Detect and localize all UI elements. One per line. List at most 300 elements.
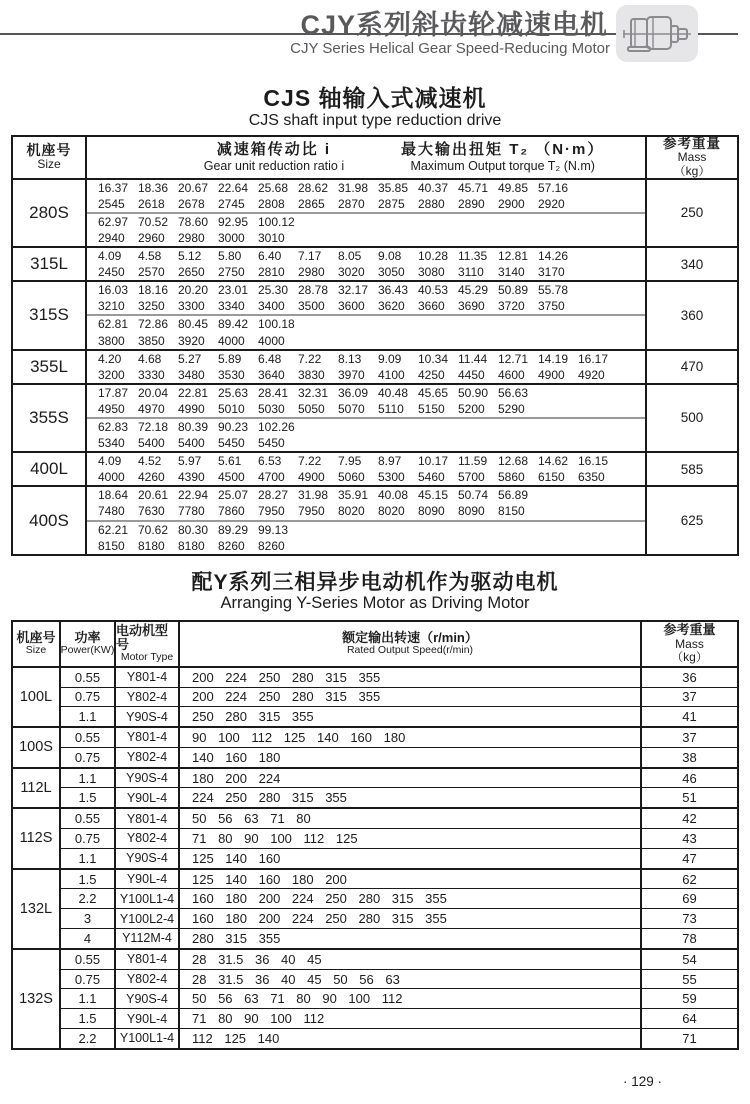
ratio: [87, 351, 645, 367]
motor-type: Y100L1-4: [116, 1029, 180, 1048]
power-value: 2.2: [61, 1029, 116, 1048]
mass-value: 64: [682, 1011, 697, 1027]
ratio-value: 5.27: [178, 351, 202, 366]
size-label: 112L: [13, 769, 61, 808]
torque-value: 8020: [338, 504, 365, 519]
ratio-value: 5.97: [178, 454, 202, 469]
ratio: [87, 282, 645, 298]
torque-value: 5700: [458, 470, 485, 485]
size-label: 315S: [13, 282, 87, 348]
table-row: [61, 706, 737, 726]
page-header: [0, 0, 750, 70]
torque-value: 2920: [538, 196, 565, 211]
motor-type: Y100L2-4: [116, 909, 180, 928]
ratio-torque-pair: [87, 351, 645, 383]
torque-value: 2650: [178, 265, 205, 280]
speed-list: 125 140 160: [180, 849, 642, 868]
header-ratio: 减速箱传动比 i Gear unit reduction ratio i: [203, 140, 345, 173]
ratio-value: 9.09: [378, 351, 402, 366]
ratio-value: 4.58: [138, 249, 162, 264]
torque-value: 8260: [258, 538, 285, 553]
mass-value: 62: [682, 871, 697, 887]
ratio-value: 11.44: [458, 351, 488, 366]
ratio-value: 89.42: [218, 317, 249, 332]
torque-value: 2810: [258, 265, 285, 280]
ratio-value: 10.17: [418, 454, 449, 469]
torque-value: 4390: [178, 470, 205, 485]
torque-value: 3020: [338, 265, 365, 280]
mass-value: 38: [682, 749, 697, 765]
size-group-row: [13, 246, 737, 280]
ratio-value: 50.90: [458, 385, 489, 400]
ratio-value: 22.64: [218, 180, 249, 195]
ratio-value: 8.13: [338, 351, 362, 366]
ratio-value: 62.81: [98, 317, 129, 332]
mass-value: 470: [645, 351, 737, 383]
torque-value: 3340: [218, 299, 245, 314]
torque-value: 3830: [298, 367, 325, 382]
torque-value: 4500: [218, 470, 245, 485]
motor-type: Y90S-4: [116, 849, 180, 868]
mass-value: 47: [682, 850, 697, 866]
ratio-torque-cell: [87, 248, 645, 280]
ratio: [87, 248, 645, 264]
speed-list: 28 31.5 36 40 45 50 56 63: [180, 970, 642, 989]
power-value: 1.5: [61, 1009, 116, 1028]
gear-motor-icon: [622, 10, 692, 58]
header-torque: 最大输出扭矩 T₂ （N·m） Maximum Output torque T₂ (N.m): [401, 140, 605, 173]
mass-value: 625: [645, 487, 737, 553]
torque-value: 2980: [298, 265, 325, 280]
torque: [87, 435, 645, 451]
ratio-value: 32.31: [298, 385, 329, 400]
ratio-value: 7.95: [338, 454, 362, 469]
ratio-value: 36.09: [338, 385, 369, 400]
page-title-en: CJY Series Helical Gear Speed-Reducing Motor: [290, 40, 610, 57]
header-size: 机座号 Size: [13, 622, 61, 666]
ratio-value: 17.87: [98, 385, 129, 400]
motor-type: Y90S-4: [116, 989, 180, 1008]
torque-value: 5010: [218, 401, 245, 416]
ratio-value: 72.18: [138, 420, 169, 435]
power-value: 1.5: [61, 870, 116, 889]
group-rows: [61, 769, 737, 808]
ratio-value: 4.52: [138, 454, 162, 469]
ratio-value: 5.12: [178, 249, 202, 264]
torque: [87, 401, 645, 417]
torque-value: 2678: [178, 196, 205, 211]
ratio-value: 80.45: [178, 317, 209, 332]
torque-value: 3600: [338, 299, 365, 314]
torque-value: 5050: [298, 401, 325, 416]
motor-type: Y802-4: [116, 748, 180, 767]
header-speed: 额定输出转速（r/min） Rated Output Speed(r/min): [180, 622, 642, 666]
mass-value: 37: [682, 729, 697, 745]
table-row: [61, 888, 737, 908]
torque-value: 8150: [498, 504, 525, 519]
torque-value: 5860: [498, 470, 525, 485]
torque-value: 4950: [98, 401, 125, 416]
ratio-value: 40.37: [418, 180, 449, 195]
table-row: [61, 928, 737, 948]
mass-value: 78: [682, 930, 697, 946]
size-group-row: [13, 668, 737, 726]
torque-value: 4600: [498, 367, 525, 382]
ratio-value: 16.17: [578, 351, 609, 366]
ratio-value: 70.62: [138, 522, 169, 537]
size-label: 100S: [13, 728, 61, 767]
table-row: [61, 870, 737, 889]
ratio-value: 80.39: [178, 420, 209, 435]
motor-type: Y801-4: [116, 728, 180, 747]
torque-value: 7950: [258, 504, 285, 519]
torque-value: 5340: [98, 436, 125, 451]
ratio-value: 49.85: [498, 180, 529, 195]
speed-list: 50 56 63 71 80: [180, 809, 642, 828]
section2-title: [0, 571, 750, 613]
torque-value: 3480: [178, 367, 205, 382]
power-value: 0.55: [61, 809, 116, 828]
ratio-value: 62.97: [98, 214, 129, 229]
ratio-value: 25.07: [218, 488, 249, 503]
ratio-value: 28.62: [298, 180, 329, 195]
ratio-value: 28.41: [258, 385, 289, 400]
torque-value: 8150: [98, 538, 125, 553]
motor-type: Y801-4: [116, 668, 180, 687]
ratio-torque-pair: [87, 522, 645, 554]
torque-value: 2890: [458, 196, 485, 211]
header-power: 功率 Power(KW): [61, 622, 116, 666]
size-group-row: [13, 349, 737, 383]
size-group-row: [13, 485, 737, 553]
table-row: [61, 828, 737, 848]
mass-value: 36: [682, 669, 697, 685]
motor-type: Y100L1-4: [116, 889, 180, 908]
ratio-value: 40.48: [378, 385, 409, 400]
torque-value: 4920: [578, 367, 605, 382]
ratio-value: 23.01: [218, 283, 249, 298]
header-mass: 参考重量 Mass （kg）: [663, 622, 716, 664]
torque-value: 3640: [258, 367, 285, 382]
ratio-value: 31.98: [298, 488, 329, 503]
ratio-value: 5.80: [218, 249, 242, 264]
speed-list: 200 224 250 280 315 355: [180, 688, 642, 707]
table-row: [61, 1028, 737, 1048]
ratio-value: 99.13: [258, 522, 289, 537]
ratio-value: 18.64: [98, 488, 129, 503]
torque-value: 2960: [138, 230, 165, 245]
ratio-value: 40.08: [378, 488, 409, 503]
ratio-value: 5.61: [218, 454, 242, 469]
ratio: [87, 453, 645, 469]
reduction-table-body: [13, 180, 737, 554]
torque-value: 2880: [418, 196, 445, 211]
torque-value: 2875: [378, 196, 405, 211]
table-row: [61, 848, 737, 868]
ratio-value: 45.71: [458, 180, 489, 195]
torque-value: 2450: [98, 265, 125, 280]
torque-value: 7630: [138, 504, 165, 519]
ratio-value: 100.12: [258, 214, 295, 229]
ratio-value: 16.15: [578, 454, 609, 469]
mass-value: 42: [682, 811, 697, 827]
mass-value: 71: [682, 1030, 697, 1046]
table-row: [61, 969, 737, 989]
table-row: [61, 1008, 737, 1028]
table-row: [61, 908, 737, 928]
torque-value: 3110: [458, 265, 484, 280]
size-group-row: [13, 383, 737, 451]
torque-value: 3300: [178, 299, 205, 314]
power-value: 0.55: [61, 950, 116, 969]
torque-value: 7780: [178, 504, 205, 519]
speed-list: 140 160 180: [180, 748, 642, 767]
ratio-torque-pair: [87, 316, 645, 348]
torque-value: 3850: [138, 333, 165, 348]
torque: [87, 264, 645, 280]
ratio-torque-pair: [87, 385, 645, 417]
torque-value: 5290: [498, 401, 525, 416]
ratio: [87, 487, 645, 503]
ratio-value: 8.05: [338, 249, 362, 264]
size-label: 112S: [13, 809, 61, 867]
torque-value: 5460: [418, 470, 445, 485]
reduction-drive-table: [11, 135, 739, 556]
torque-value: 8090: [458, 504, 485, 519]
table-row: [61, 787, 737, 807]
power-value: 0.55: [61, 668, 116, 687]
power-value: 4: [61, 929, 116, 948]
ratio: [87, 316, 645, 332]
size-group-row: [13, 280, 737, 348]
torque-value: 3690: [458, 299, 485, 314]
torque-value: 4260: [138, 470, 165, 485]
ratio-value: 22.94: [178, 488, 209, 503]
ratio: [87, 419, 645, 435]
ratio-value: 16.03: [98, 283, 129, 298]
header-motor-type: 电动机型号 Motor Type: [116, 622, 180, 666]
table-row: [61, 747, 737, 767]
torque-value: 4000: [218, 333, 245, 348]
ratio-value: 22.81: [178, 385, 209, 400]
motor-type: Y90S-4: [116, 769, 180, 788]
ratio-value: 57.16: [538, 180, 569, 195]
ratio-value: 4.09: [98, 249, 122, 264]
ratio: [87, 180, 645, 196]
mass-value: 360: [645, 282, 737, 348]
speed-list: 90 100 112 125 140 160 180: [180, 728, 642, 747]
torque-value: 3400: [258, 299, 285, 314]
torque-value: 4990: [178, 401, 205, 416]
torque-value: 5300: [378, 470, 405, 485]
ratio-value: 45.29: [458, 283, 489, 298]
torque-value: 4970: [138, 401, 165, 416]
ratio-torque-pair: [87, 248, 645, 280]
table-row: [61, 769, 737, 788]
torque-value: 3210: [98, 299, 125, 314]
header-mass: 参考重量 Mass （kg）: [645, 137, 737, 178]
torque-value: 3140: [498, 265, 525, 280]
ratio-value: 45.15: [418, 488, 449, 503]
ratio-value: 18.16: [138, 283, 169, 298]
motor-icon-box: [616, 5, 698, 62]
torque-value: 4000: [258, 333, 285, 348]
ratio-value: 11.35: [458, 249, 488, 264]
ratio-value: 92.95: [218, 214, 249, 229]
ratio: [87, 214, 645, 230]
ratio-value: 9.08: [378, 249, 402, 264]
speed-list: 28 31.5 36 40 45: [180, 950, 642, 969]
mass-value: 59: [682, 991, 697, 1007]
size-group-row: [13, 948, 737, 1048]
torque-value: 2870: [338, 196, 365, 211]
table-row: [61, 728, 737, 747]
torque-value: 2570: [138, 265, 165, 280]
ratio-torque-cell: [87, 487, 645, 553]
torque-value: 4700: [258, 470, 285, 485]
ratio-value: 90.23: [218, 420, 249, 435]
ratio-torque-pair: [87, 282, 645, 314]
mass-value: 55: [682, 971, 697, 987]
ratio-value: 31.98: [338, 180, 369, 195]
ratio-value: 55.78: [538, 283, 569, 298]
power-value: 1.1: [61, 707, 116, 726]
ratio-value: 7.17: [298, 249, 322, 264]
mass-value: 43: [682, 830, 697, 846]
ratio-value: 6.40: [258, 249, 282, 264]
ratio-value: 62.21: [98, 522, 129, 537]
mass-value: 46: [682, 770, 697, 786]
torque: [87, 538, 645, 554]
reduction-table-header: [13, 137, 737, 180]
group-rows: [61, 870, 737, 948]
motor-table-body: [13, 668, 737, 1048]
ratio-value: 25.30: [258, 283, 289, 298]
torque-value: 4900: [538, 367, 565, 382]
ratio-value: 28.78: [298, 283, 329, 298]
torque-value: 4000: [98, 470, 125, 485]
size-label: 355L: [13, 351, 87, 383]
size-label: 280S: [13, 180, 87, 246]
ratio-value: 62.83: [98, 420, 129, 435]
table-row: [61, 668, 737, 687]
ratio-torque-cell: [87, 351, 645, 383]
torque-value: 3330: [138, 367, 165, 382]
speed-list: 50 56 63 71 80 90 100 112: [180, 989, 642, 1008]
torque-value: 3050: [378, 265, 405, 280]
ratio: [87, 385, 645, 401]
power-value: 1.1: [61, 769, 116, 788]
speed-list: 160 180 200 224 250 280 315 355: [180, 889, 642, 908]
torque-value: 3720: [498, 299, 525, 314]
ratio-value: 45.65: [418, 385, 449, 400]
motor-type: Y802-4: [116, 688, 180, 707]
group-rows: [61, 668, 737, 726]
table-row: [61, 950, 737, 969]
torque-value: 5200: [458, 401, 485, 416]
torque-value: 2745: [218, 196, 245, 211]
torque-value: 5450: [258, 436, 285, 451]
torque-value: 3010: [258, 230, 285, 245]
torque-value: 2808: [258, 196, 285, 211]
ratio-value: 35.91: [338, 488, 369, 503]
section2-title-zh: 配Y系列三相异步电动机作为驱动电机: [191, 570, 559, 594]
ratio-torque-pair: [87, 487, 645, 519]
group-rows: [61, 809, 737, 867]
ratio-torque-pair: [87, 214, 645, 246]
torque-value: 3250: [138, 299, 165, 314]
motor-type: Y90L-4: [116, 1009, 180, 1028]
ratio-value: 4.09: [98, 454, 122, 469]
motor-type: Y801-4: [116, 950, 180, 969]
torque-value: 2545: [98, 196, 125, 211]
torque-value: 3000: [218, 230, 245, 245]
power-value: 0.75: [61, 829, 116, 848]
ratio-value: 56.63: [498, 385, 529, 400]
motor-type: Y112M-4: [116, 929, 180, 948]
page-title-zh: CJY系列斜齿轮减速电机: [300, 10, 608, 40]
mass-value: 54: [682, 951, 697, 967]
ratio-value: 20.61: [138, 488, 169, 503]
table-row: [61, 988, 737, 1008]
table-row: [61, 809, 737, 828]
ratio-value: 80.30: [178, 522, 209, 537]
torque-value: 3620: [378, 299, 405, 314]
power-value: 3: [61, 909, 116, 928]
section1-title: [0, 86, 750, 130]
motor-type: Y90L-4: [116, 870, 180, 889]
torque-value: 7480: [98, 504, 125, 519]
section2-title-en: Arranging Y-Series Motor as Driving Motor: [220, 594, 530, 613]
ratio-value: 36.43: [378, 283, 409, 298]
torque-value: 2940: [98, 230, 125, 245]
ratio-value: 20.67: [178, 180, 209, 195]
torque: [87, 469, 645, 485]
torque-value: 3200: [98, 367, 125, 382]
size-group-row: [13, 868, 737, 948]
size-label: 355S: [13, 385, 87, 451]
ratio-value: 12.68: [498, 454, 529, 469]
torque-value: 8020: [378, 504, 405, 519]
ratio-value: 50.89: [498, 283, 529, 298]
ratio-value: 7.22: [298, 454, 322, 469]
ratio-value: 20.04: [138, 385, 169, 400]
power-value: 0.55: [61, 728, 116, 747]
torque-value: 5060: [338, 470, 365, 485]
torque-value: 8180: [178, 538, 205, 553]
torque-value: 3660: [418, 299, 445, 314]
ratio-torque-pair: [87, 419, 645, 451]
ratio-torque-cell: [87, 453, 645, 485]
mass-value: 340: [645, 248, 737, 280]
ratio: [87, 522, 645, 538]
table-row: [61, 687, 737, 707]
ratio-value: 6.48: [258, 351, 282, 366]
ratio-value: 11.59: [458, 454, 488, 469]
page-number: · 129 ·: [622, 1074, 662, 1089]
section1-title-en: CJS shaft input type reduction drive: [248, 111, 502, 129]
speed-list: 250 280 315 355: [180, 707, 642, 726]
torque-value: 5400: [178, 436, 205, 451]
ratio-value: 14.19: [538, 351, 569, 366]
size-group-row: [13, 451, 737, 485]
torque-value: 3800: [98, 333, 125, 348]
size-label: 400L: [13, 453, 87, 485]
power-value: 2.2: [61, 889, 116, 908]
size-label: 100L: [13, 668, 61, 726]
torque-value: 8180: [138, 538, 165, 553]
ratio-value: 10.28: [418, 249, 449, 264]
